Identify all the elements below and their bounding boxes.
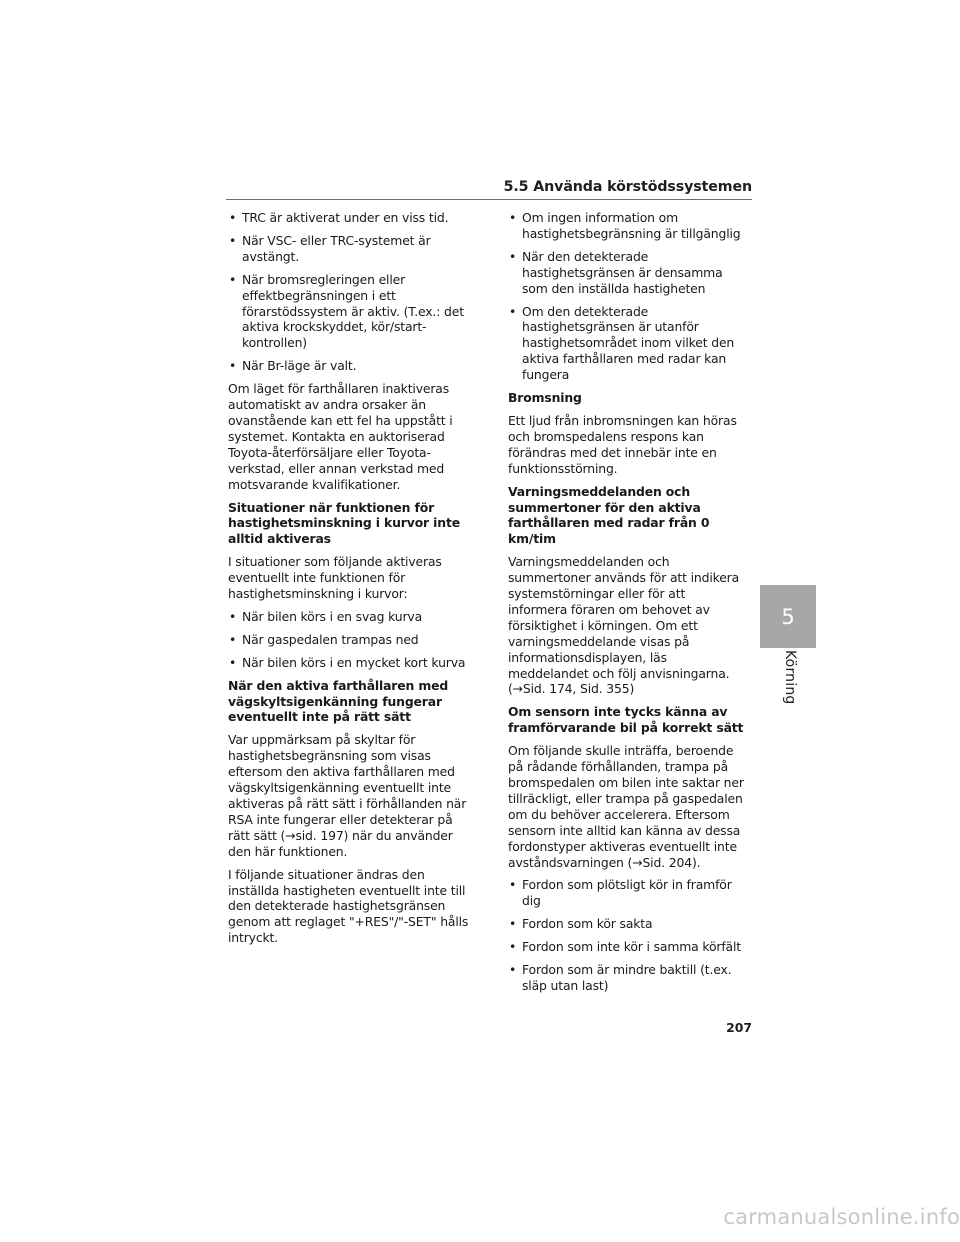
chapter-tab[interactable] bbox=[760, 585, 816, 648]
right-column bbox=[508, 210, 744, 1001]
header-divider bbox=[226, 199, 752, 200]
paragraph: I situationer som följande aktiveras eventuellt inte funktionen för hastighetsminskning i kurvor: bbox=[228, 554, 442, 602]
subheading: Situationer när funktionen för hastighetsminskning i kurvor inte alltid aktiveras bbox=[228, 499, 460, 547]
list-item: • TRC är aktiverat under en viss tid. bbox=[228, 210, 470, 226]
list-item: • Fordon som kör sakta bbox=[508, 916, 744, 932]
list-item: • Fordon som är mindre baktill (t.ex. släp utan last) bbox=[508, 962, 744, 994]
list-item: • När bilen körs i en svag kurva bbox=[228, 609, 470, 625]
paragraph: Varningsmeddelanden och summertoner används för att indikera systemstörningar eller för att informera föraren om behovet av försiktighet i körningen. Om ett varningsmeddelande visas på informationsdisplayen, läs meddelandet och följ anvisningarna. (→Sid. 174, Sid. 355) bbox=[508, 554, 740, 697]
paragraph: Om läget för farthållaren inaktiveras automatiskt av andra orsaker än ovanstående kan ett fel ha uppstått i systemet. Kontakta en auktoriserad Toyota-återförsäljare eller Toyota-verkstad, eller annan verkstad med motsvarande kvalifikationer. bbox=[228, 381, 453, 492]
list-item: • Om den detekterade hastighetsgränsen är utanför hastighetsområdet inom vilket den aktiva farthållaren med radar kan fungera bbox=[508, 304, 744, 384]
list-item: • När VSC- eller TRC-systemet är avstängt. bbox=[228, 233, 470, 265]
chapter-label: Körning bbox=[782, 650, 798, 705]
list-item: • När bilen körs i en mycket kort kurva bbox=[228, 655, 470, 671]
list-item: • När bromsregleringen eller effektbegränsningen i ett förarstödssystem är aktiv. (T.ex.: det aktiva krockskyddet, kör/start-kontrollen) bbox=[228, 272, 470, 352]
subheading: Bromsning bbox=[508, 390, 582, 406]
subheading: Om sensorn inte tycks känna av framförvarande bil på korrekt sätt bbox=[508, 704, 744, 736]
section-title: 5.5 Använda körstödssystemen bbox=[503, 179, 752, 195]
chapter-number: 5 bbox=[781, 604, 795, 629]
list-item: • När Br-läge är valt. bbox=[228, 358, 470, 374]
paragraph: Om följande skulle inträffa, beroende på rådande förhållanden, trampa på bromspedalen om bilen inte saktar ner tillräckligt, eller trampa på gaspedalen om du behöver accelerera. Eftersom sensorn inte alltid kan känna av dessa fordonstyper aktiveras eventuellt inte avståndsvarningen (→Sid. 204). bbox=[508, 743, 744, 870]
paragraph: Var uppmärksam på skyltar för hastighetsbegränsning som visas eftersom den aktiva farthållaren med vägskyltsigenkänning eventuellt inte aktiveras på rätt sätt i förhållanden när RSA inte fungerar eller detekterar på rätt sätt (→sid. 197) när du använder den här funktionen. bbox=[228, 732, 467, 859]
list-item: • När den detekterade hastighetsgränsen är densamma som den inställda hastigheten bbox=[508, 249, 744, 297]
page-number: 207 bbox=[726, 1020, 752, 1035]
list-item: • När gaspedalen trampas ned bbox=[228, 632, 470, 648]
watermark: carmanualsonline.info bbox=[723, 1205, 960, 1229]
subheading: När den aktiva farthållaren med vägskyltsigenkänning fungerar eventuellt inte på rätt sätt bbox=[228, 677, 449, 725]
left-column bbox=[228, 210, 470, 953]
subheading: Varningsmeddelanden och summertoner för den aktiva farthållaren med radar från 0 km/tim bbox=[508, 483, 710, 547]
paragraph: Ett ljud från inbromsningen kan höras och bromspedalens respons kan förändras med det innebär inte en funktionsstörning. bbox=[508, 412, 737, 476]
paragraph: I följande situationer ändras den inställda hastigheten eventuellt inte till den detekterade hastighetsgränsen genom att reglaget "+RES"/"-SET" hålls intryckt. bbox=[228, 866, 469, 946]
list-item: • Fordon som inte kör i samma körfält bbox=[508, 939, 744, 955]
list-item: • Fordon som plötsligt kör in framför dig bbox=[508, 877, 744, 909]
list-item: • Om ingen information om hastighetsbegränsning är tillgänglig bbox=[508, 210, 744, 242]
